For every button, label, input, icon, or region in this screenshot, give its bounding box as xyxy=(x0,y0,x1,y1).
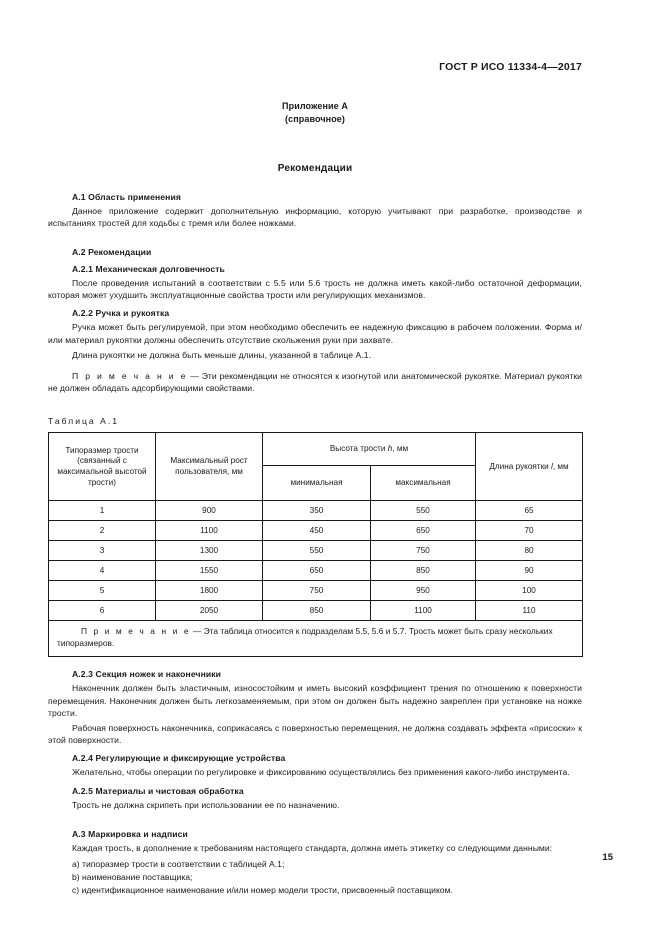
cell-height-min: 550 xyxy=(263,541,371,561)
th-grip-length-text: Длина рукоятки xyxy=(489,461,549,471)
paragraph-a2-3-second: Рабочая поверхность наконечника, соприкасаясь с поверхностью перемещения, не должна создавать эффекта «присоски» к этой поверхности. xyxy=(48,722,582,746)
cell-height-min: 750 xyxy=(263,581,371,601)
page-number: 15 xyxy=(602,852,613,863)
table-footnote-text: — Эта таблица относится к подразделам 5.5, 5.6 и 5.7. Трость может быть сразу нескольких типоразмеров. xyxy=(57,626,553,649)
cell-grip-length: 110 xyxy=(476,601,583,621)
cell-size: 6 xyxy=(49,601,156,621)
paragraph-a2-2-first: Ручка может быть регулируемой, при этом необходимо обеспечить ее надежную фиксацию в рабочем положении. Форма и/или материал рукоятки должны обеспечить отсутствие скольжения руки при захвате. xyxy=(48,322,582,345)
heading-a1: A.1 Область применения xyxy=(72,191,181,202)
cell-max-user-height: 1550 xyxy=(156,561,263,581)
heading-a3: A.3 Маркировка и надписи xyxy=(72,828,188,839)
cell-height-min: 850 xyxy=(263,601,371,621)
cell-size: 1 xyxy=(49,501,156,521)
cell-size: 3 xyxy=(49,541,156,561)
table-row xyxy=(49,581,583,601)
th-height-min: минимальная xyxy=(263,466,371,501)
cell-max-user-height: 900 xyxy=(156,501,263,521)
th-grip-length xyxy=(476,433,583,501)
th-grip-length-unit: , мм xyxy=(552,461,569,471)
heading-a2-2: A.2.2 Ручка и рукоятка xyxy=(72,308,170,319)
paragraph-a3: Каждая трость, в дополнение к требованиям настоящего стандарта, должна иметь этикетку со следующими данными: xyxy=(72,842,553,853)
list-item: b) наименование поставщика; xyxy=(72,871,193,882)
table-caption: Таблица А.1 xyxy=(48,416,119,427)
page-title: Рекомендации xyxy=(277,162,353,174)
cell-size: 5 xyxy=(49,581,156,601)
cell-max-user-height: 2050 xyxy=(156,601,263,621)
paragraph-a2-3-first: Наконечник должен быть эластичным, износостойким и иметь высокий коэффициент трения по отношению к поверхности перемещения. Наконечник должен быть легкозаменяемым, при этом он должен быть надежно закреплен при установке на ножке трости. xyxy=(48,683,582,718)
heading-a2-5: A.2.5 Материалы и чистовая обработка xyxy=(72,785,244,796)
cell-height-max: 1100 xyxy=(371,601,476,621)
th-max-user-height: Максимальный рост пользователя, мм xyxy=(156,433,263,501)
th-cane-height-unit: , мм xyxy=(392,444,409,454)
paragraph-a2-2-second: Длина рукоятки не должна быть меньше длины, указанной в таблице А.1. xyxy=(72,349,372,360)
cell-grip-length: 65 xyxy=(476,501,583,521)
cell-grip-length: 90 xyxy=(476,561,583,581)
table-body xyxy=(49,501,583,657)
note-text: — Эти рекомендации не относятся к изогнутой или анатомической рукоятке. Материал рукоятки не должен обладать адсорбирующими свойствами. xyxy=(48,371,582,394)
list-item: a) типоразмер трости в соответствии с таблицей А.1; xyxy=(72,858,285,869)
paragraph-a2-5: Трость не должна скрипеть при использовании ее по назначению. xyxy=(72,799,340,810)
th-cane-size: Типоразмер трости (связанный с максимальной высотой трости) xyxy=(49,433,156,501)
paragraph-a2-1: После проведения испытаний в соответствии с 5.5 или 5.6 трость не должна иметь какой-либо остаточной деформации, которая может ухудшить эксплуатационные свойства трости или регулирующих механизмов. xyxy=(48,278,582,301)
cell-max-user-height: 1300 xyxy=(156,541,263,561)
th-grip-length-symbol: l xyxy=(551,461,553,471)
paragraph-a1: Данное приложение содержит дополнительную информацию, которую учитывают при разработке, производстве и испытаниях тростей для ходьбы с тремя или более ножками. xyxy=(48,205,582,228)
table-footnote xyxy=(49,621,583,657)
table-head xyxy=(49,433,583,501)
cell-height-max: 950 xyxy=(371,581,476,601)
running-head: ГОСТ Р ИСО 11334-4—2017 xyxy=(439,61,582,73)
heading-a2: A.2 Рекомендации xyxy=(72,247,152,258)
cell-height-min: 350 xyxy=(263,501,371,521)
table-footnote-row xyxy=(49,621,583,657)
cell-height-min: 450 xyxy=(263,521,371,541)
th-cane-height-symbol: h xyxy=(387,444,393,454)
cell-height-max: 550 xyxy=(371,501,476,521)
cell-size: 4 xyxy=(49,561,156,581)
th-cane-height-group xyxy=(263,433,476,466)
th-height-max: максимальная xyxy=(371,466,476,501)
cell-height-min: 650 xyxy=(263,561,371,581)
page-content xyxy=(48,0,582,897)
cell-height-max: 850 xyxy=(371,561,476,581)
cell-max-user-height: 1100 xyxy=(156,521,263,541)
note-label: П р и м е ч а н и е xyxy=(72,371,188,382)
table-header-row-1 xyxy=(49,433,583,466)
cell-height-max: 650 xyxy=(371,521,476,541)
cell-grip-length: 80 xyxy=(476,541,583,561)
table-row xyxy=(49,541,583,561)
heading-a2-1: A.2.1 Механическая долговечность xyxy=(72,264,225,275)
th-cane-height-text: Высота трости xyxy=(329,444,386,454)
cell-size: 2 xyxy=(49,521,156,541)
cell-max-user-height: 1800 xyxy=(156,581,263,601)
note-a2-2 xyxy=(48,370,582,394)
table-row xyxy=(49,601,583,621)
cell-height-max: 750 xyxy=(371,541,476,561)
list-item: c) идентификационное наименование и/или номер модели трости, присвоенный поставщиком. xyxy=(72,884,453,895)
table-row xyxy=(49,561,583,581)
table-row xyxy=(49,521,583,541)
heading-a2-3: A.2.3 Секция ножек и наконечники xyxy=(72,669,222,680)
annex-heading-block xyxy=(48,100,582,126)
table-footnote-label: П р и м е ч а н и е xyxy=(81,626,191,637)
cell-grip-length: 100 xyxy=(476,581,583,601)
table-row xyxy=(49,501,583,521)
cell-grip-length: 70 xyxy=(476,521,583,541)
heading-a2-4: A.2.4 Регулирующие и фиксирующие устройства xyxy=(72,753,286,764)
annex-label: Приложение А xyxy=(282,100,348,111)
cane-size-table xyxy=(48,432,583,657)
annex-kind: (справочное) xyxy=(285,113,345,124)
paragraph-a2-4: Желательно, чтобы операции по регулировке и фиксированию осуществлялись без применения какого-либо инструмента. xyxy=(72,767,570,778)
